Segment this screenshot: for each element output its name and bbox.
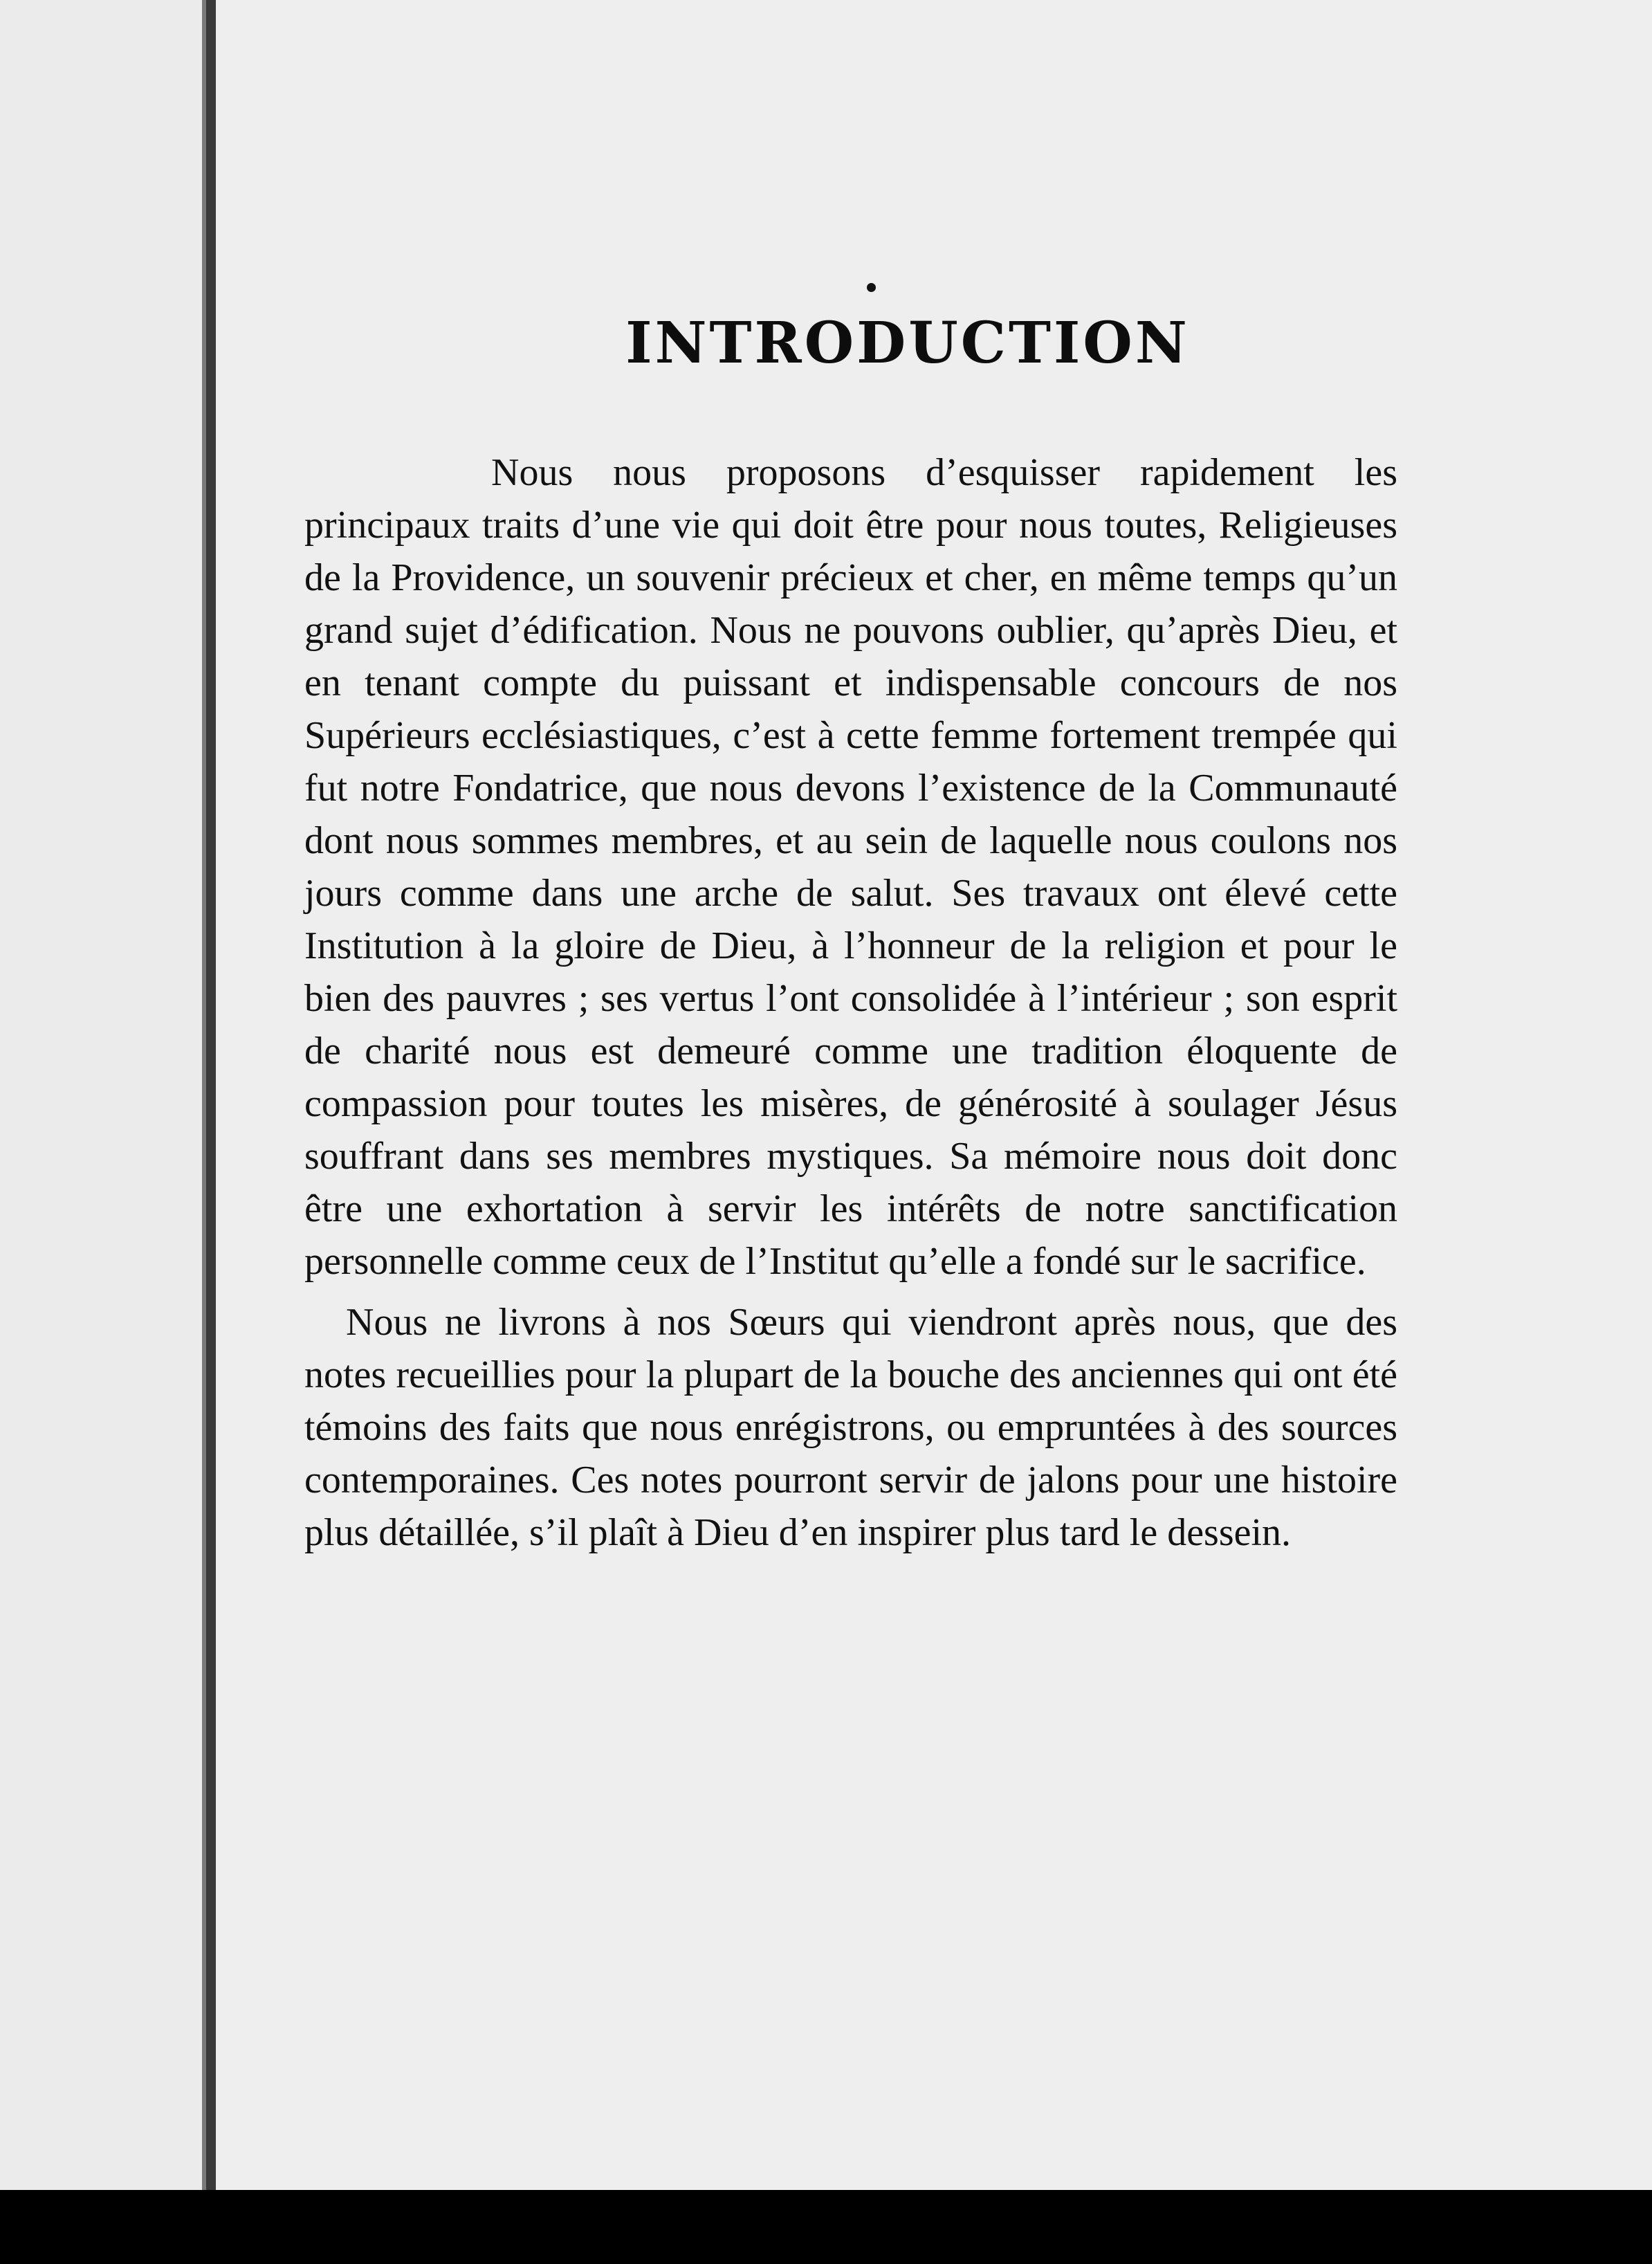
left-page <box>0 0 206 2190</box>
body-text <box>304 446 1397 1559</box>
book-gutter <box>206 0 216 2190</box>
scan-border <box>0 2190 1652 2264</box>
paragraph-2: Nous ne livrons à nos Sœurs qui viendront après nous, que des notes recueillies pour la plupart de la bouche des anciennes qui ont été témoins des faits que nous enrégistrons, ou empruntées à des sources contemporaines. Ces notes pourront servir de jalons pour une histoire plus détaillée, s’il plaît à Dieu d’en inspirer plus tard le dessein. <box>304 1301 1397 1554</box>
page-title: INTRODUCTION <box>625 310 1190 376</box>
paragraph-1: Nous nous proposons d’esquisser rapidement les principaux traits d’une vie qui doit être pour nous toutes, Religieuses de la Providence, un souvenir précieux et cher, en même temps qu’un grand sujet d’édification. Nous ne pouvons oublier, qu’après Dieu, et en tenant compte du puissant et indispensable concours de nos Supérieurs ecclésiastiques, c’est à cette femme fortement trempée qui fut notre Fondatrice, que nous devons l’existence de la Communauté dont nous sommes membres, et au sein de laquelle nous coulons nos jours comme dans une arche de salut. Ses travaux ont élevé cette Institution à la gloire de Dieu, à l’honneur de la religion et pour le bien des pauvres ; ses vertus l’ont consolidée à l’intérieur ; son esprit de charité nous est demeuré comme une tradition éloquente de compassion pour toutes les misères, de générosité à soulager Jésus souffrant dans ses membres mystiques. Sa mémoire nous doit donc être une exhortation à servir les intérêts de notre sanctification personnelle comme ceux de l’Institut qu’elle a fondé sur le sacrifice. <box>304 451 1397 1283</box>
ornament-dot <box>867 283 876 292</box>
